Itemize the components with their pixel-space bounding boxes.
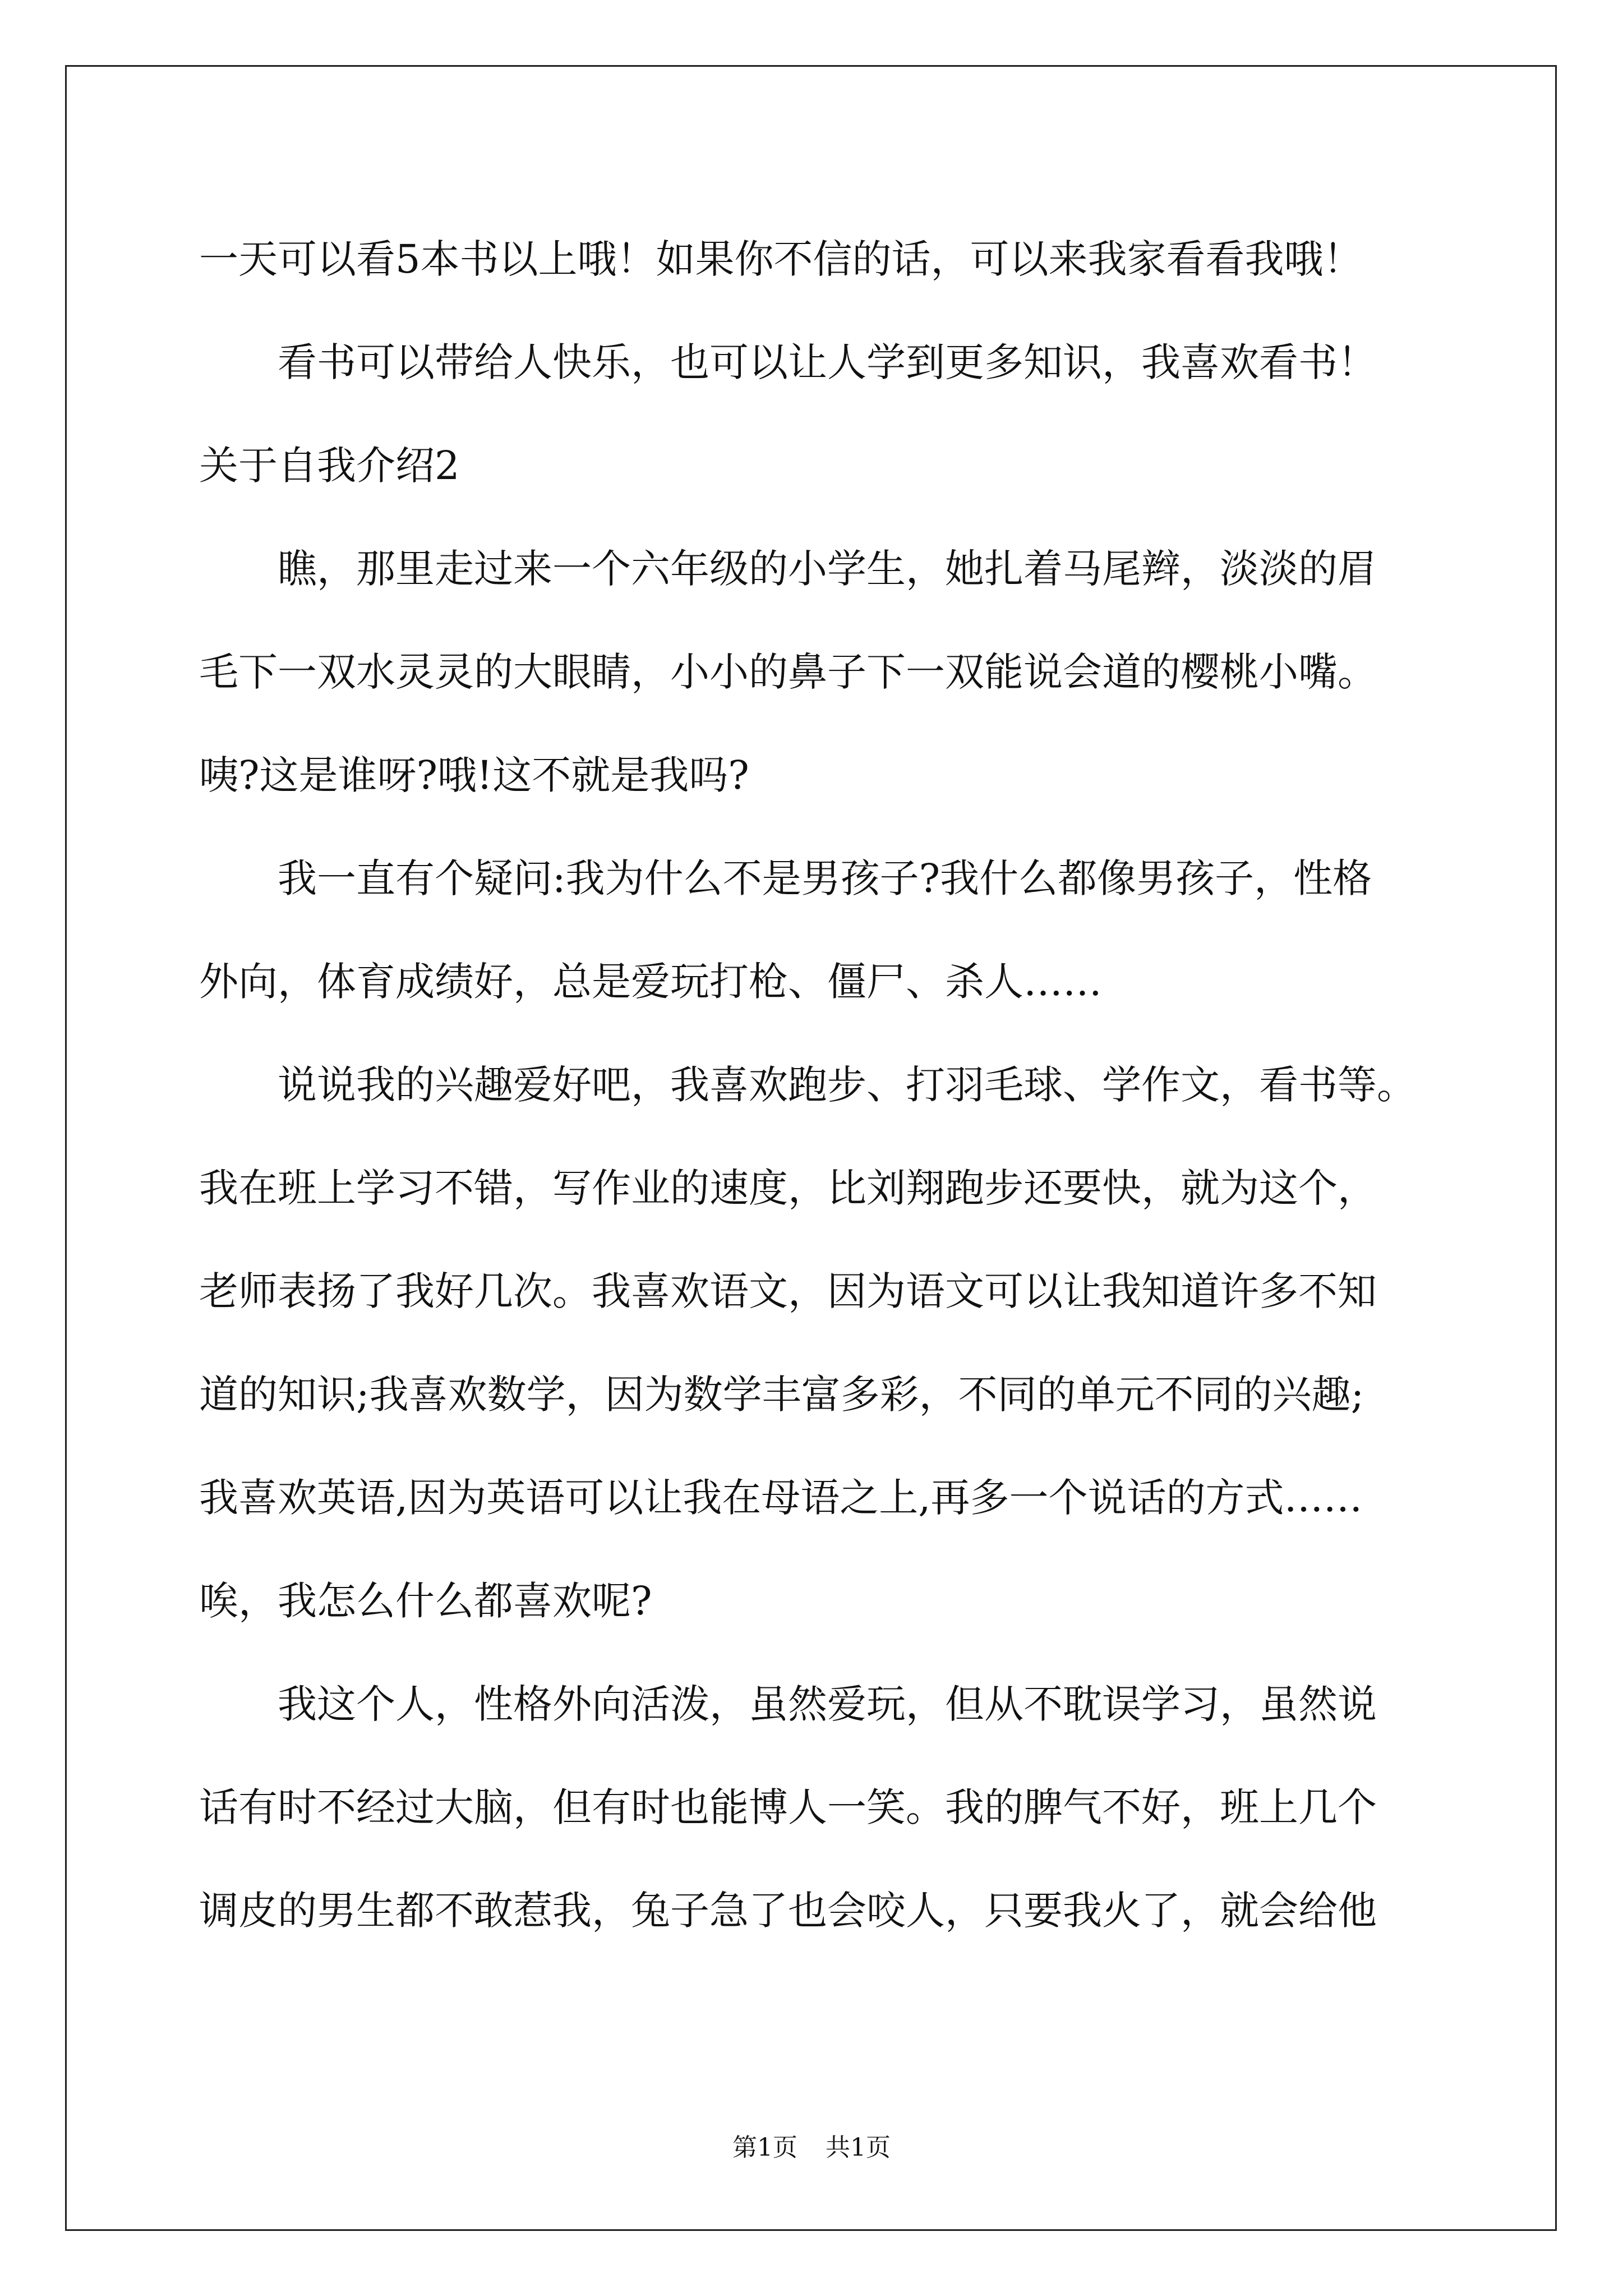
- page-number-current: 第1页: [732, 2133, 797, 2162]
- text-line: 看书可以带给人快乐，也可以让人学到更多知识，我喜欢看书！: [278, 339, 1377, 385]
- text-line: 毛下一双水灵灵的大眼睛，小小的鼻子下一双能说会道的樱桃小嘴。: [199, 649, 1377, 695]
- text-line: 说说我的兴趣爱好吧，我喜欢跑步、打羽毛球、学作文，看书等。: [278, 1062, 1416, 1108]
- text-line: 我这个人，性格外向活泼，虽然爱玩，但从不耽误学习，虽然说: [278, 1681, 1377, 1727]
- text-line: 调皮的男生都不敢惹我，兔子急了也会咬人，只要我火了，就会给他: [199, 1888, 1377, 1934]
- text-line: 外向，体育成绩好，总是爱玩打枪、僵尸、杀人……: [199, 959, 1102, 1005]
- text-line: 我一直有个疑问:我为什么不是男孩子?我什么都像男孩子，性格: [278, 855, 1372, 901]
- text-line: 我喜欢英语,因为英语可以让我在母语之上,再多一个说话的方式……: [199, 1475, 1363, 1521]
- section-heading: 关于自我介绍2: [199, 443, 460, 489]
- text-line: 咦?这是谁呀?哦!这不就是我吗?: [199, 752, 749, 798]
- text-line: 唉，我怎么什么都喜欢呢?: [199, 1578, 652, 1624]
- text-line: 我在班上学习不错，写作业的速度，比刘翔跑步还要快，就为这个，: [199, 1165, 1377, 1211]
- text-line: 老师表扬了我好几次。我喜欢语文，因为语文可以让我知道许多不知: [199, 1268, 1377, 1314]
- page-number-total: 共1页: [826, 2133, 891, 2162]
- text-line: 一天可以看5本书以上哦！如果你不信的话，可以来我家看看我哦！: [199, 236, 1363, 282]
- text-line: 道的知识;我喜欢数学，因为数学丰富多彩，不同的单元不同的兴趣;: [199, 1372, 1364, 1418]
- page-footer: [0, 2127, 1623, 2163]
- document-body: [199, 208, 1433, 1962]
- text-line: 瞧，那里走过来一个六年级的小学生，她扎着马尾辫，淡淡的眉: [278, 546, 1377, 592]
- text-line: 话有时不经过大脑，但有时也能博人一笑。我的脾气不好，班上几个: [199, 1784, 1377, 1830]
